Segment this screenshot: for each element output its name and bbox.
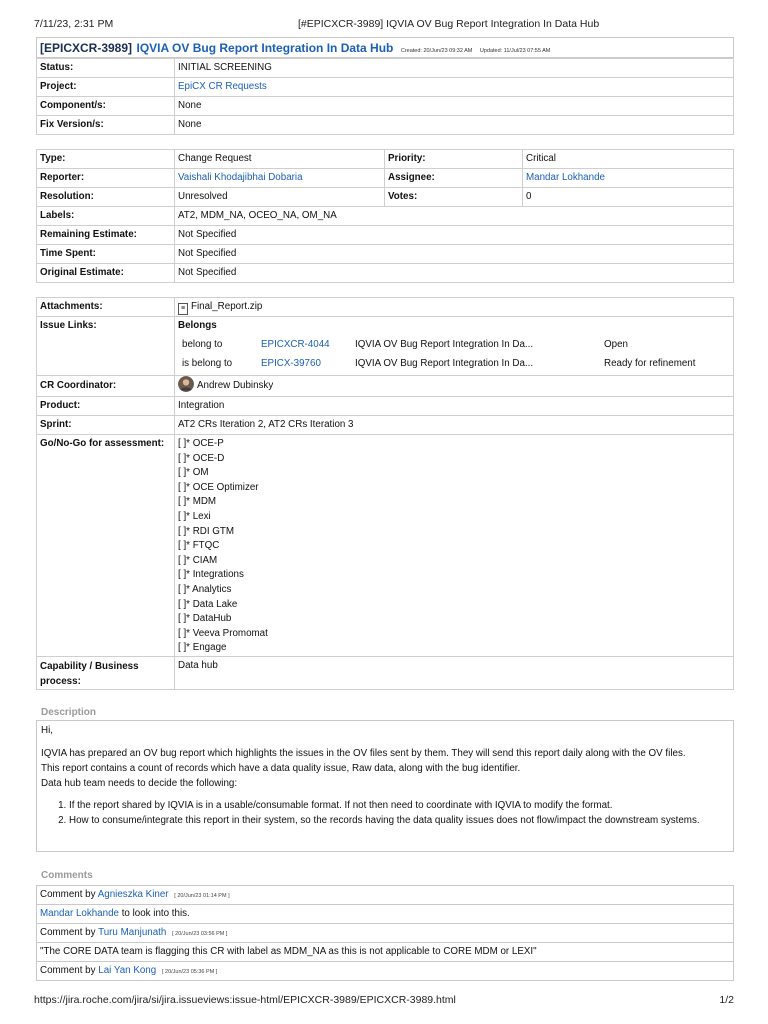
comment-header: [36, 962, 734, 981]
component-value: None: [175, 97, 734, 116]
capability-row: [37, 656, 734, 689]
comments-title: Comments: [41, 869, 93, 881]
comment-header: [36, 885, 734, 905]
gonogo-item: [ ]* OCE-P: [178, 438, 224, 449]
description-paragraph: This report contains a count of records which have a data quality issue, Raw data, along with the bug identifier.: [41, 762, 521, 774]
resolution-row: [37, 188, 734, 207]
comment-body: [36, 943, 734, 962]
comment-author-link[interactable]: Turu Manjunath: [98, 926, 167, 938]
votes-label: Votes:: [385, 188, 523, 207]
issue-link-row: [178, 335, 730, 354]
project-link[interactable]: EpiCX CR Requests: [178, 81, 267, 92]
comment-prefix: Comment by: [40, 888, 96, 900]
link-status: Open: [604, 339, 628, 350]
issuelinks-row: [37, 317, 734, 376]
product-label: Product:: [37, 397, 175, 416]
link-summary: IQVIA OV Bug Report Integration In Da...: [355, 339, 534, 350]
type-value: Change Request: [175, 150, 385, 169]
product-row: [37, 397, 734, 416]
issuelinks-label: Issue Links:: [37, 317, 175, 376]
original-row: [37, 264, 734, 283]
print-title: [#EPICXCR-3989] IQVIA OV Bug Report Integration In Data Hub: [298, 18, 600, 30]
gonogo-item: [ ]* OCE-D: [178, 452, 225, 464]
capability-label: [37, 656, 175, 689]
timespent-value: Not Specified: [175, 245, 734, 264]
comment-text: "The CORE DATA team is flagging this CR with label as MDM_NA as this is not applicable to CORE MDM or LEXI": [40, 945, 537, 957]
labels-label: Labels:: [37, 207, 175, 226]
comment-date: [ 20/Jun/23 01:14 PM ]: [174, 892, 230, 899]
capability-label-line: process:: [40, 675, 81, 687]
sprint-value: AT2 CRs Iteration 2, AT2 CRs Iteration 3: [175, 416, 734, 435]
description-list-item: 1. If the report shared by IQVIA is in a usable/consumable format. If not then need to coordinate with IQVIA to modify the format.: [69, 798, 729, 813]
gonogo-label: Go/No-Go for assessment:: [37, 435, 175, 657]
description-list: [41, 798, 729, 828]
description-paragraph: IQVIA has prepared an OV bug report which highlights the issues in the OV files sent by them. They will send this report daily along with the OV files.: [41, 747, 686, 759]
fields-top-table: [36, 58, 734, 135]
gonogo-item: [ ]* Analytics: [178, 583, 232, 595]
status-row: [37, 59, 734, 78]
remaining-value: Not Specified: [175, 226, 734, 245]
gonogo-item: [ ]* Engage: [178, 642, 227, 654]
coordinator-row: [37, 376, 734, 397]
gonogo-item: [ ]* CIAM: [178, 554, 218, 566]
attachments-label: Attachments:: [37, 298, 175, 317]
timespent-row: [37, 245, 734, 264]
remaining-label: Remaining Estimate:: [37, 226, 175, 245]
issue-key: [EPICXCR-3989]: [40, 41, 133, 55]
link-relation: is belong to: [182, 358, 233, 369]
comment-author-link[interactable]: Agnieszka Kiner: [97, 888, 169, 900]
description-greeting: Hi,: [41, 724, 53, 736]
link-issue-key[interactable]: EPICXCR-4044: [261, 339, 330, 350]
gonogo-row: [37, 435, 734, 657]
remaining-row: [37, 226, 734, 245]
status-value: INITIAL SCREENING: [175, 59, 734, 78]
comment-header: [36, 924, 734, 943]
link-summary: IQVIA OV Bug Report Integration In Da...: [355, 358, 534, 369]
gonogo-item: [ ]* OM: [178, 467, 209, 479]
project-row: [37, 78, 734, 97]
comment-date: [ 20/Jun/23 03:56 PM ]: [172, 930, 228, 937]
capability-label-line: Capability / Business: [40, 660, 139, 672]
attachment-link[interactable]: Final_Report.zip: [191, 301, 263, 312]
comment-body: [36, 905, 734, 924]
original-value: Not Specified: [175, 264, 734, 283]
gonogo-item: [ ]* DataHub: [178, 613, 232, 625]
print-date: 7/11/23, 2:31 PM: [34, 18, 114, 30]
type-label: Type:: [37, 150, 175, 169]
assignee-link[interactable]: Mandar Lokhande: [526, 172, 605, 183]
link-relation: belong to: [182, 339, 223, 350]
fixversion-value: None: [175, 116, 734, 135]
labels-row: [37, 207, 734, 226]
page-number: 1/2: [719, 994, 734, 1006]
product-value: Integration: [175, 397, 734, 416]
resolution-label: Resolution:: [37, 188, 175, 207]
gonogo-item: [ ]* RDI GTM: [178, 525, 235, 537]
priority-label: Priority:: [385, 150, 523, 169]
gonogo-item: [ ]* Lexi: [178, 510, 211, 522]
gonogo-list: [178, 435, 730, 656]
comments-list: [36, 885, 734, 981]
comment-author-link[interactable]: Lai Yan Kong: [98, 964, 157, 976]
coordinator-name: Andrew Dubinsky: [197, 380, 274, 391]
comment-text: to look into this.: [118, 907, 190, 919]
gonogo-item: [ ]* MDM: [178, 496, 217, 508]
link-issue-key[interactable]: EPICX-39760: [261, 358, 321, 369]
sprint-row: [37, 416, 734, 435]
priority-value: Critical: [523, 150, 734, 169]
print-header: [34, 18, 734, 32]
resolution-value: Unresolved: [175, 188, 385, 207]
status-label: Status:: [37, 59, 175, 78]
gonogo-item: [ ]* Integrations: [178, 569, 244, 581]
issue-document: [36, 37, 734, 981]
sprint-label: Sprint:: [37, 416, 175, 435]
fixversion-row: [37, 116, 734, 135]
description-paragraph: Data hub team needs to decide the following:: [41, 777, 238, 789]
comment-prefix: Comment by: [40, 926, 96, 938]
description-list-item: 2. How to consume/integrate this report in their system, so the records having the data quality issues does not flow/impact the downstream systems.: [69, 813, 729, 828]
original-label: Original Estimate:: [37, 264, 175, 283]
issue-summary-link[interactable]: IQVIA OV Bug Report Integration In Data Hub: [136, 41, 394, 55]
avatar: [178, 376, 194, 392]
labels-value: AT2, MDM_NA, OCEO_NA, OM_NA: [175, 207, 734, 226]
gonogo-item: [ ]* OCE Optimizer: [178, 481, 259, 493]
capability-value: Data hub: [175, 656, 734, 689]
fields-bottom-table: [36, 297, 734, 690]
attachments-row: [37, 298, 734, 317]
mention-link[interactable]: Mandar Lokhande: [40, 907, 119, 919]
links-group-title: Belongs: [178, 320, 217, 331]
issue-link-row: [178, 354, 730, 373]
component-label: Component/s:: [37, 97, 175, 116]
page-url: https://jira.roche.com/jira/si/jira.issueviews:issue-html/EPICXCR-3989/EPICXCR-3989.html: [34, 994, 456, 1006]
reporter-row: [37, 169, 734, 188]
coordinator-label: CR Coordinator:: [37, 376, 175, 397]
description-title: Description: [41, 706, 97, 718]
link-status: Ready for refinement: [604, 358, 696, 369]
reporter-link[interactable]: Vaishali Khodajibhai Dobaria: [178, 172, 303, 183]
gonogo-item: [ ]* Data Lake: [178, 598, 238, 610]
created-date: Created: 20/Jun/23 09:32 AM: [400, 48, 473, 54]
file-icon: ≡: [178, 303, 188, 315]
issue-title-row: [36, 37, 734, 58]
fields-mid-table: [36, 149, 734, 283]
assignee-label: Assignee:: [385, 169, 523, 188]
gonogo-item: [ ]* FTQC: [178, 540, 220, 552]
comment-prefix: Comment by: [40, 964, 96, 976]
timespent-label: Time Spent:: [37, 245, 175, 264]
description-body: [36, 720, 734, 852]
reporter-label: Reporter:: [37, 169, 175, 188]
project-label: Project:: [37, 78, 175, 97]
type-row: [37, 150, 734, 169]
updated-date: Updated: 11/Jul/23 07:55 AM: [479, 48, 551, 54]
votes-value: 0: [523, 188, 734, 207]
print-footer: [34, 994, 734, 1008]
component-row: [37, 97, 734, 116]
fixversion-label: Fix Version/s:: [37, 116, 175, 135]
comment-date: [ 20/Jun/23 05:36 PM ]: [161, 968, 218, 975]
gonogo-item: [ ]* Veeva Promomat: [178, 627, 268, 639]
